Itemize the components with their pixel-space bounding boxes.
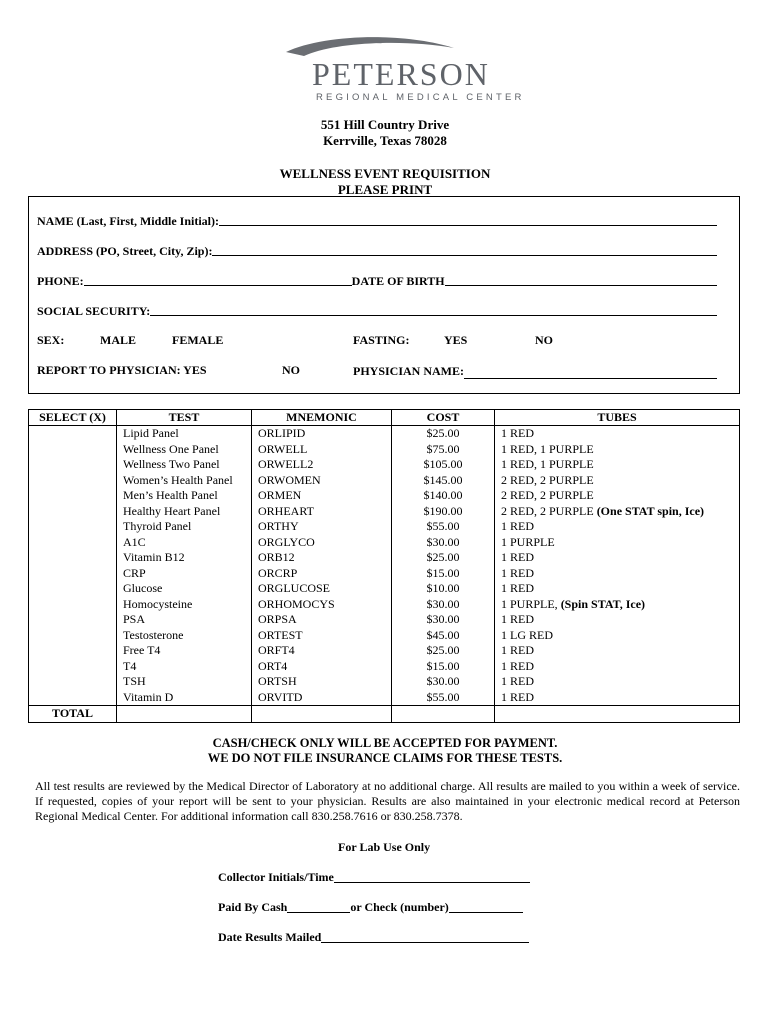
tubes-text: 1 RED — [501, 519, 534, 533]
info-paragraph: All test results are reviewed by the Medical Director of Laboratory at no additional charge. All results are mailed to you within a week of service. If requested, copies of your report will be sent to your physician. Results are also maintained in your electronic medical record at Peterson Regional Medical Center. For additional information call 830.258.7616 or 830.258.7378. — [35, 779, 740, 823]
cost-cell: $140.00 — [392, 488, 495, 504]
header-select: SELECT (X) — [29, 410, 117, 426]
test-cell: Men’s Health Panel — [117, 488, 252, 504]
select-cell[interactable] — [29, 426, 117, 442]
cost-cell: $25.00 — [392, 426, 495, 442]
test-cell: Thyroid Panel — [117, 519, 252, 535]
header-cost: COST — [392, 410, 495, 426]
tubes-text: 1 RED, 1 PURPLE — [501, 441, 594, 456]
select-cell[interactable] — [29, 504, 117, 520]
select-cell[interactable] — [29, 690, 117, 706]
table-row — [29, 457, 740, 473]
address-row — [37, 241, 717, 259]
tubes-text: 1 RED — [501, 643, 534, 657]
dob-label: DATE OF BIRTH — [351, 274, 445, 288]
form-title: WELLNESS EVENT REQUISITION — [279, 166, 491, 181]
cost-cell: $30.00 — [392, 597, 495, 613]
tubes-cell — [495, 442, 740, 458]
patient-info-box — [28, 196, 740, 394]
phone-label: PHONE: — [37, 274, 84, 288]
cost-cell: $55.00 — [392, 690, 495, 706]
tubes-cell — [495, 488, 740, 504]
fasting-no-option[interactable]: NO — [535, 333, 553, 347]
payment-row — [218, 900, 523, 915]
table-row — [29, 488, 740, 504]
tubes-text: 2 RED, 2 PURPLE — [501, 472, 594, 487]
tubes-cell — [495, 597, 740, 613]
tubes-text: 2 RED, 2 PURPLE — [501, 488, 594, 502]
cost-cell: $55.00 — [392, 519, 495, 535]
header-test: TEST — [117, 410, 252, 426]
tubes-text: 1 RED — [501, 581, 534, 595]
cost-cell: $15.00 — [392, 659, 495, 675]
payment-notice: CASH/CHECK ONLY WILL BE ACCEPTED FOR PAYMENT. — [212, 736, 558, 750]
insurance-notice: WE DO NOT FILE INSURANCE CLAIMS FOR THESE TESTS. — [207, 751, 563, 765]
select-cell[interactable] — [29, 612, 117, 628]
fasting-yes-option[interactable]: YES — [444, 333, 468, 347]
select-cell[interactable] — [29, 473, 117, 489]
tubes-cell — [495, 550, 740, 566]
tubes-cell — [495, 504, 740, 520]
tubes-cell — [495, 519, 740, 535]
fasting-label: FASTING: — [353, 333, 410, 347]
collector-field[interactable] — [334, 881, 530, 883]
name-row — [37, 211, 717, 229]
select-cell[interactable] — [29, 628, 117, 644]
tubes-cell — [495, 473, 740, 489]
tubes-cell — [495, 659, 740, 675]
test-cell: CRP — [117, 566, 252, 582]
tubes-text: 1 RED — [501, 565, 534, 580]
select-cell[interactable] — [29, 674, 117, 690]
tubes-text: 1 RED — [501, 658, 534, 673]
date-results-field[interactable] — [321, 941, 529, 943]
female-option[interactable]: FEMALE — [172, 333, 224, 347]
cost-cell: $10.00 — [392, 581, 495, 597]
total-test-cell — [117, 706, 252, 723]
table-row — [29, 643, 740, 659]
test-cell: Lipid Panel — [117, 426, 252, 442]
select-cell[interactable] — [29, 566, 117, 582]
mnemonic-cell: ORPSA — [252, 612, 392, 628]
dob-field[interactable] — [445, 284, 717, 286]
select-cell[interactable] — [29, 488, 117, 504]
tubes-cell — [495, 690, 740, 706]
cost-cell: $30.00 — [392, 612, 495, 628]
tubes-text: 1 RED — [501, 550, 534, 564]
collector-row — [218, 870, 530, 885]
select-cell[interactable] — [29, 535, 117, 551]
total-tubes-cell — [495, 706, 740, 723]
tubes-text: 1 RED — [501, 674, 534, 688]
mnemonic-cell: ORLIPID — [252, 426, 392, 442]
test-cell: Testosterone — [117, 628, 252, 644]
tubes-note: (Spin STAT, Ice) — [560, 596, 646, 611]
tubes-text: 1 LG RED — [501, 627, 553, 642]
table-row — [29, 581, 740, 597]
select-cell[interactable] — [29, 659, 117, 675]
table-row — [29, 473, 740, 489]
mnemonic-cell: ORFT4 — [252, 643, 392, 659]
test-cell: Glucose — [117, 581, 252, 597]
table-row — [29, 535, 740, 551]
mnemonic-cell: ORWOMEN — [252, 473, 392, 489]
tubes-cell — [495, 426, 740, 442]
test-cell: TSH — [117, 674, 252, 690]
select-cell[interactable] — [29, 581, 117, 597]
test-cell: Women’s Health Panel — [117, 473, 252, 489]
tubes-text: 1 RED — [501, 426, 534, 440]
mnemonic-cell: ORTHY — [252, 519, 392, 535]
cash-field[interactable] — [287, 911, 350, 913]
tubes-cell — [495, 674, 740, 690]
test-cell: Wellness One Panel — [117, 442, 252, 458]
check-number-field[interactable] — [449, 911, 523, 913]
tubes-cell — [495, 535, 740, 551]
table-row — [29, 612, 740, 628]
mnemonic-cell: ORCRP — [252, 566, 392, 582]
table-row — [29, 659, 740, 675]
form-subtitle: PLEASE PRINT — [337, 182, 433, 197]
ssn-field[interactable] — [150, 314, 717, 316]
test-cell: Homocysteine — [117, 597, 252, 613]
mnemonic-cell: ORWELL2 — [252, 457, 392, 473]
address-line-2: Kerrville, Texas 78028 — [323, 133, 447, 148]
select-cell[interactable] — [29, 457, 117, 473]
cost-cell: $25.00 — [392, 550, 495, 566]
name-field[interactable] — [219, 224, 717, 226]
cost-cell: $30.00 — [392, 535, 495, 551]
mnemonic-cell: ORT4 — [252, 659, 392, 675]
mnemonic-cell: ORVITD — [252, 690, 392, 706]
tubes-cell — [495, 457, 740, 473]
collector-label: Collector Initials/Time — [218, 870, 334, 884]
test-cell: PSA — [117, 612, 252, 628]
mnemonic-cell: ORTSH — [252, 674, 392, 690]
table-row — [29, 566, 740, 582]
cost-cell: $145.00 — [392, 473, 495, 489]
table-row — [29, 442, 740, 458]
cost-cell: $15.00 — [392, 566, 495, 582]
test-cell: T4 — [117, 659, 252, 675]
male-option[interactable]: MALE — [100, 333, 136, 347]
physician-row — [353, 363, 717, 379]
phone-field[interactable] — [84, 284, 352, 286]
table-row — [29, 597, 740, 613]
test-cell: Healthy Heart Panel — [117, 504, 252, 520]
tests-table — [28, 409, 740, 723]
total-cost-cell[interactable] — [392, 706, 495, 723]
table-row — [29, 550, 740, 566]
report-no-option[interactable]: NO — [282, 363, 300, 377]
tubes-text: 1 RED — [501, 689, 534, 704]
cost-cell: $45.00 — [392, 628, 495, 644]
table-row — [29, 504, 740, 520]
test-cell: Free T4 — [117, 643, 252, 659]
mnemonic-cell: ORGLYCO — [252, 535, 392, 551]
physician-field[interactable] — [464, 377, 717, 379]
phone-dob-row — [37, 271, 717, 289]
select-cell[interactable] — [29, 550, 117, 566]
total-label: TOTAL — [29, 706, 117, 723]
tubes-cell — [495, 628, 740, 644]
date-mailed-row — [218, 930, 529, 945]
test-cell: Vitamin B12 — [117, 550, 252, 566]
select-cell[interactable] — [29, 442, 117, 458]
peterson-logo — [284, 34, 525, 104]
mnemonic-cell: ORTEST — [252, 628, 392, 644]
table-header-row — [29, 410, 740, 426]
sex-label: SEX: — [37, 333, 65, 347]
table-row — [29, 690, 740, 706]
cost-cell: $25.00 — [392, 643, 495, 659]
tubes-text: 1 RED, 1 PURPLE — [501, 457, 594, 471]
cost-cell: $105.00 — [392, 457, 495, 473]
table-row — [29, 674, 740, 690]
mnemonic-cell: ORHOMOCYS — [252, 597, 392, 613]
table-row — [29, 519, 740, 535]
select-cell[interactable] — [29, 519, 117, 535]
mnemonic-cell: ORWELL — [252, 442, 392, 458]
date-results-label: Date Results Mailed — [218, 930, 322, 944]
select-cell[interactable] — [29, 643, 117, 659]
select-cell[interactable] — [29, 597, 117, 613]
ssn-row — [37, 301, 717, 319]
address-field[interactable] — [212, 254, 717, 256]
tubes-text: 1 RED — [501, 612, 534, 626]
logo-subtitle: REGIONAL MEDICAL CENTER — [316, 92, 525, 103]
mnemonic-cell: ORMEN — [252, 488, 392, 504]
cost-cell: $190.00 — [392, 504, 495, 520]
address-line-1: 551 Hill Country Drive — [320, 117, 450, 132]
mnemonic-cell: ORB12 — [252, 550, 392, 566]
ssn-label: SOCIAL SECURITY: — [37, 304, 151, 318]
mnemonic-cell: ORHEART — [252, 504, 392, 520]
tubes-cell — [495, 643, 740, 659]
test-cell: Wellness Two Panel — [117, 457, 252, 473]
header-mnemonic: MNEMONIC — [252, 410, 392, 426]
address-label: ADDRESS (PO, Street, City, Zip): — [37, 244, 213, 258]
mnemonic-cell: ORGLUCOSE — [252, 581, 392, 597]
cost-cell: $30.00 — [392, 674, 495, 690]
check-label: or Check (number) — [350, 900, 449, 914]
tubes-note: (One STAT spin, Ice) — [596, 503, 705, 518]
logo-name: PETERSON — [312, 56, 490, 92]
test-cell: A1C — [117, 535, 252, 551]
tubes-text: 1 PURPLE — [501, 534, 555, 549]
name-label: NAME (Last, First, Middle Initial): — [37, 214, 219, 228]
lab-use-title: For Lab Use Only — [338, 840, 431, 854]
total-row — [29, 706, 740, 723]
table-row — [29, 426, 740, 442]
physician-label: PHYSICIAN NAME: — [353, 363, 464, 378]
report-to-physician-label[interactable]: REPORT TO PHYSICIAN: YES — [37, 363, 207, 377]
tubes-cell — [495, 581, 740, 597]
tubes-cell — [495, 566, 740, 582]
total-mnemonic-cell — [252, 706, 392, 723]
paid-cash-label: Paid By Cash — [218, 900, 288, 914]
tubes-text: 1 PURPLE, — [501, 596, 561, 611]
tubes-text: 2 RED, 2 PURPLE — [501, 503, 597, 518]
cost-cell: $75.00 — [392, 442, 495, 458]
header-tubes: TUBES — [495, 410, 740, 426]
table-row — [29, 628, 740, 644]
tubes-cell — [495, 612, 740, 628]
test-cell: Vitamin D — [117, 690, 252, 706]
